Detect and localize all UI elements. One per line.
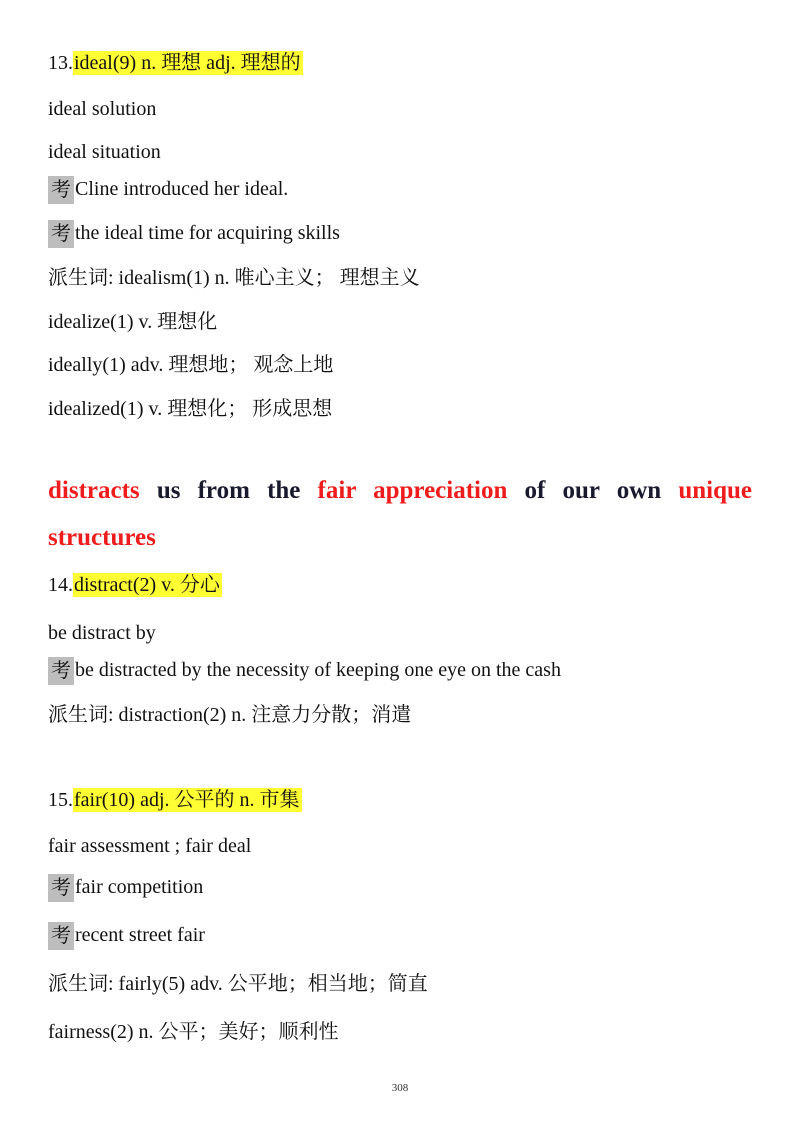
entry-15-heading bbox=[48, 787, 302, 813]
collocation-line: ideal solution bbox=[48, 98, 157, 120]
sentence-word: fair bbox=[317, 477, 356, 504]
entry-number: 13. bbox=[48, 52, 73, 74]
exam-example-text: the ideal time for acquiring skills bbox=[75, 222, 340, 244]
derived-word-line: 派生词: fairly(5) adv. 公平地；相当地；简直 bbox=[48, 973, 428, 995]
exam-example-line bbox=[48, 922, 205, 950]
headword-highlight: distract(2) v. 分心 bbox=[74, 574, 220, 596]
derived-word-line: ideally(1) adv. 理想地； 观念上地 bbox=[48, 354, 334, 376]
sentence-word: own bbox=[616, 477, 662, 504]
sentence-word: of bbox=[524, 477, 546, 504]
exam-mark: 考 bbox=[48, 220, 74, 248]
collocation-line: be distract by bbox=[48, 622, 156, 644]
exam-mark: 考 bbox=[48, 176, 74, 204]
sentence-word: the bbox=[267, 477, 301, 504]
entry-number: 15. bbox=[48, 789, 73, 811]
entry-14-heading bbox=[48, 572, 222, 598]
exam-mark: 考 bbox=[48, 657, 74, 685]
sentence-word: appreciation bbox=[373, 477, 508, 504]
sentence-word: us bbox=[156, 477, 181, 504]
exam-mark: 考 bbox=[48, 874, 74, 902]
exam-example-line bbox=[48, 874, 203, 902]
sentence-word: our bbox=[562, 477, 600, 504]
exam-mark: 考 bbox=[48, 922, 74, 950]
exam-example-text: Cline introduced her ideal. bbox=[75, 178, 289, 200]
sentence-word: from bbox=[197, 477, 250, 504]
key-sentence-line-1 bbox=[48, 468, 752, 514]
derived-word-line: idealize(1) v. 理想化 bbox=[48, 311, 218, 333]
derived-word-line: fairness(2) n. 公平；美好；顺利性 bbox=[48, 1021, 339, 1043]
entry-13-heading bbox=[48, 50, 303, 76]
sentence-word: unique bbox=[678, 477, 753, 504]
exam-example-text: fair competition bbox=[75, 876, 204, 898]
collocation-line: ideal situation bbox=[48, 141, 161, 163]
exam-example-text: recent street fair bbox=[75, 924, 205, 946]
collocation-line: fair assessment ; fair deal bbox=[48, 835, 252, 857]
exam-example-line bbox=[48, 176, 288, 204]
exam-example-line bbox=[48, 220, 340, 248]
derived-word-line: 派生词: idealism(1) n. 唯心主义； 理想主义 bbox=[48, 267, 420, 289]
sentence-word: structures bbox=[48, 524, 156, 551]
entry-number: 14. bbox=[48, 574, 73, 596]
headword-highlight: fair(10) adj. 公平的 n. 市集 bbox=[74, 789, 300, 811]
exam-example-line bbox=[48, 657, 561, 685]
headword-highlight: ideal(9) n. 理想 adj. 理想的 bbox=[74, 52, 301, 74]
page-number: 308 bbox=[391, 1082, 409, 1094]
exam-example-text: be distracted by the necessity of keeping one eye on the cash bbox=[75, 659, 561, 681]
derived-word-line: idealized(1) v. 理想化； 形成思想 bbox=[48, 398, 333, 420]
sentence-word: distracts bbox=[48, 477, 140, 504]
derived-word-line: 派生词: distraction(2) n. 注意力分散；消遣 bbox=[48, 704, 412, 726]
key-sentence-line-2 bbox=[48, 515, 156, 561]
